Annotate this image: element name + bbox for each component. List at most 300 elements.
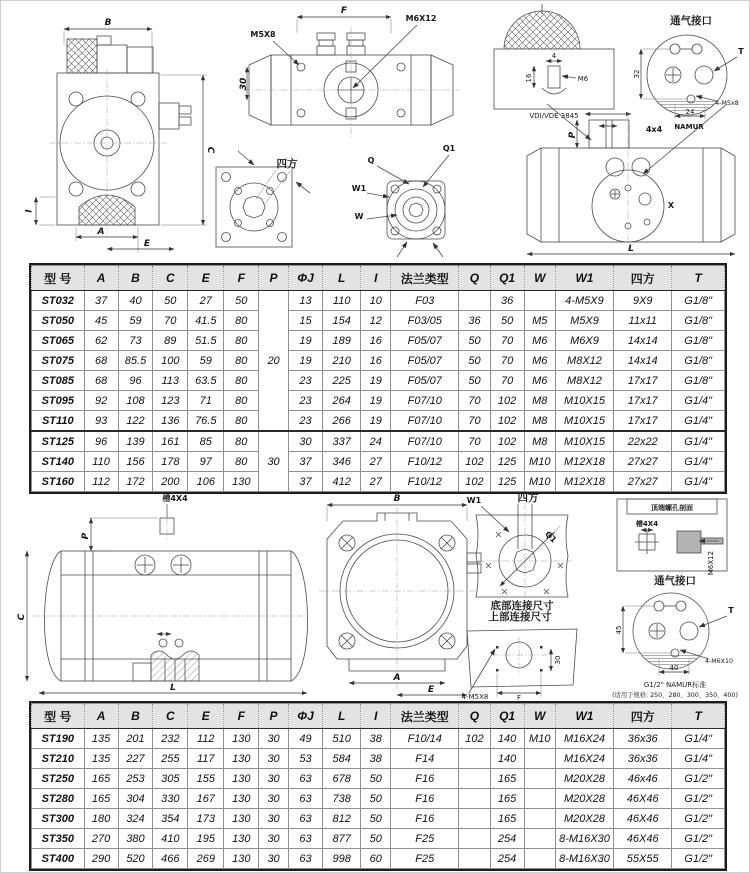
value-cell: M8X12 [555, 371, 613, 391]
value-cell: 102 [490, 391, 524, 411]
value-cell: G1/8" [672, 371, 725, 391]
value-cell: 36 [490, 291, 524, 311]
table-row [32, 829, 725, 849]
column-header: 型 号 [32, 704, 85, 729]
value-cell: 30 [259, 829, 289, 849]
w1-label: W1 [466, 496, 482, 505]
namur-caption-2: (适用于规格: 250、280、300、350、400) [612, 692, 738, 699]
value-cell: 130 [224, 749, 259, 769]
value-cell: M16X24 [555, 729, 613, 749]
value-cell: G1/4" [672, 391, 725, 411]
value-cell: 110 [84, 452, 118, 472]
value-cell: 46X46 [614, 789, 672, 809]
value-cell: 112 [84, 472, 118, 492]
namur-caption-1: G1/2" NAMUR标准 [643, 681, 707, 689]
value-cell: F05/07 [391, 331, 459, 351]
value-cell: G1/4" [672, 452, 725, 472]
value-cell: 264 [323, 391, 361, 411]
value-cell: F14 [391, 749, 459, 769]
value-cell: 41.5 [188, 311, 224, 331]
value-cell: 201 [118, 729, 153, 749]
value-cell: 140 [490, 729, 524, 749]
column-header: T [672, 704, 725, 729]
t-label: T [728, 606, 734, 615]
value-cell: 50 [153, 291, 188, 311]
value-cell: F25 [391, 829, 459, 849]
value-cell: 27 [361, 472, 391, 492]
value-cell: 80 [224, 351, 259, 371]
m6x10-label: 4-M6X10 [704, 658, 734, 665]
value-cell: 130 [224, 809, 259, 829]
table-row [32, 452, 725, 472]
value-cell: 23 [288, 391, 322, 411]
value-cell [524, 829, 555, 849]
value-cell: 80 [224, 431, 259, 452]
table-row [32, 749, 725, 769]
dim-p-label: P [81, 532, 91, 540]
value-cell: 63 [288, 829, 322, 849]
value-cell: 510 [323, 729, 361, 749]
table-row [32, 291, 725, 311]
dim-l-label: L [170, 683, 176, 693]
value-cell: 71 [188, 391, 224, 411]
value-cell [459, 789, 490, 809]
header-row [32, 704, 725, 729]
value-cell: M10X15 [555, 411, 613, 432]
value-cell: 51.5 [188, 331, 224, 351]
header-row [32, 266, 725, 291]
value-cell: 125 [490, 452, 524, 472]
value-cell: 100 [153, 351, 188, 371]
value-cell: 63 [288, 769, 322, 789]
value-cell: 10 [361, 291, 391, 311]
value-cell: 139 [118, 431, 153, 452]
slot-label: 槽4X4 [162, 494, 188, 503]
value-cell: 102 [459, 452, 490, 472]
value-cell: M6 [524, 351, 555, 371]
value-cell: 36x36 [614, 749, 672, 769]
value-cell: G1/2" [672, 829, 725, 849]
value-cell: 130 [224, 789, 259, 809]
value-cell: G1/8" [672, 291, 725, 311]
value-cell: 172 [118, 472, 153, 492]
value-cell: 68 [84, 371, 118, 391]
column-header: 四方 [614, 266, 672, 291]
dim-b-label: B [104, 18, 112, 28]
m6x12-label: M6X12 [405, 14, 437, 23]
namur-caption: NAMUR [674, 123, 704, 131]
value-cell [459, 749, 490, 769]
value-cell: 30 [259, 431, 289, 492]
dim-i-label: I [22, 209, 32, 213]
value-cell: M20X28 [555, 789, 613, 809]
value-cell: 678 [323, 769, 361, 789]
value-cell: 102 [459, 472, 490, 492]
column-header: Q1 [490, 266, 524, 291]
q-label: Q [367, 156, 375, 165]
value-cell: 210 [323, 351, 361, 371]
top-screw-section-drawing [599, 493, 739, 575]
value-cell: 80 [224, 411, 259, 432]
value-cell: 304 [118, 789, 153, 809]
value-cell [459, 829, 490, 849]
value-cell: 178 [153, 452, 188, 472]
value-cell: 50 [459, 331, 490, 351]
value-cell: 812 [323, 809, 361, 829]
value-cell: 62 [84, 331, 118, 351]
actuator-side-view-drawing [13, 491, 313, 701]
value-cell: G1/2" [672, 769, 725, 789]
spec-table-small-models [29, 263, 727, 494]
value-cell: 255 [153, 749, 188, 769]
value-cell: 38 [361, 749, 391, 769]
value-cell: 30 [259, 849, 289, 869]
value-cell: 253 [118, 769, 153, 789]
value-cell [524, 291, 555, 311]
w1-label: W1 [351, 184, 367, 193]
value-cell: 173 [188, 809, 224, 829]
value-cell: M8X12 [555, 351, 613, 371]
table-row [32, 311, 725, 331]
dim-16-label: 16 [525, 73, 533, 83]
value-cell: 112 [188, 729, 224, 749]
m5x8-label: 4-M5x8 [715, 100, 739, 107]
value-cell: 165 [490, 809, 524, 829]
value-cell: 96 [84, 431, 118, 452]
x-label: X [667, 201, 675, 210]
column-header: L [323, 704, 361, 729]
value-cell: 269 [188, 849, 224, 869]
value-cell: 46X46 [614, 829, 672, 849]
bottom-connection-drawing [456, 489, 586, 611]
model-cell: ST085 [32, 371, 85, 391]
value-cell: 27 [361, 452, 391, 472]
model-cell: ST300 [32, 809, 85, 829]
table-row [32, 789, 725, 809]
dim-a-label: A [97, 227, 105, 237]
value-cell: 125 [490, 472, 524, 492]
actuator-namur-view-drawing [519, 104, 749, 262]
value-cell: 92 [84, 391, 118, 411]
value-cell: 70 [490, 371, 524, 391]
column-header: I [361, 266, 391, 291]
column-header: F [224, 266, 259, 291]
column-header: W1 [555, 266, 613, 291]
value-cell: 290 [84, 849, 118, 869]
value-cell [524, 789, 555, 809]
column-header: A [84, 266, 118, 291]
table-row [32, 331, 725, 351]
value-cell: 96 [118, 371, 153, 391]
value-cell: 73 [118, 331, 153, 351]
value-cell: 466 [153, 849, 188, 869]
value-cell: G1/2" [672, 789, 725, 809]
dim-a-label: A [393, 673, 401, 683]
value-cell: 167 [188, 789, 224, 809]
value-cell: 85 [188, 431, 224, 452]
value-cell: 877 [323, 829, 361, 849]
model-cell: ST140 [32, 452, 85, 472]
value-cell: 11x11 [614, 311, 672, 331]
value-cell: 155 [188, 769, 224, 789]
value-cell: 37 [288, 472, 322, 492]
value-cell: 102 [490, 431, 524, 452]
value-cell: 19 [288, 331, 322, 351]
value-cell: 63.5 [188, 371, 224, 391]
value-cell: 80 [224, 391, 259, 411]
dim-e-label: E [143, 239, 151, 249]
value-cell: 22x22 [614, 431, 672, 452]
value-cell: 80 [224, 311, 259, 331]
model-cell: ST160 [32, 472, 85, 492]
value-cell: M5 [524, 311, 555, 331]
column-header: I [361, 704, 391, 729]
value-cell: 80 [224, 331, 259, 351]
value-cell: 24 [361, 431, 391, 452]
value-cell: 165 [84, 789, 118, 809]
air-port-title: 通气接口 [670, 15, 712, 27]
value-cell: 70 [490, 331, 524, 351]
value-cell: 50 [361, 769, 391, 789]
value-cell: M8 [524, 411, 555, 432]
value-cell: 59 [118, 311, 153, 331]
value-cell: 130 [224, 849, 259, 869]
value-cell: 225 [323, 371, 361, 391]
value-cell: 16 [361, 351, 391, 371]
value-cell: 23 [288, 371, 322, 391]
value-cell: G1/4" [672, 729, 725, 749]
column-header: 型 号 [32, 266, 85, 291]
value-cell [459, 769, 490, 789]
value-cell: M12X18 [555, 472, 613, 492]
q1-label: Q1 [543, 529, 559, 545]
value-cell: 135 [84, 749, 118, 769]
m6-label: M6 [577, 75, 589, 83]
value-cell [524, 749, 555, 769]
value-cell: 9X9 [614, 291, 672, 311]
table-row [32, 411, 725, 432]
value-cell: G1/4" [672, 472, 725, 492]
value-cell: M20X28 [555, 809, 613, 829]
t-label: T [738, 47, 744, 56]
value-cell: 50 [361, 809, 391, 829]
column-header: 四方 [614, 704, 672, 729]
value-cell: 106 [188, 472, 224, 492]
value-cell: F10/12 [391, 452, 459, 472]
value-cell: 354 [153, 809, 188, 829]
value-cell: 117 [188, 749, 224, 769]
value-cell: G1/4" [672, 431, 725, 452]
value-cell: F10/14 [391, 729, 459, 749]
value-cell: 63 [288, 789, 322, 809]
value-cell: G1/2" [672, 849, 725, 869]
table-row [32, 351, 725, 371]
value-cell: 412 [323, 472, 361, 492]
column-header: Q [459, 266, 490, 291]
value-cell: 19 [361, 391, 391, 411]
value-cell: 13 [288, 291, 322, 311]
value-cell: 180 [84, 809, 118, 829]
value-cell: M6 [524, 331, 555, 351]
value-cell: 195 [188, 829, 224, 849]
value-cell: G1/4" [672, 411, 725, 432]
value-cell: 140 [490, 749, 524, 769]
value-cell: M16X24 [555, 749, 613, 769]
value-cell: 85.5 [118, 351, 153, 371]
column-header: B [118, 266, 153, 291]
value-cell: 68 [84, 351, 118, 371]
value-cell: 130 [224, 472, 259, 492]
value-cell [459, 291, 490, 311]
value-cell: 93 [84, 411, 118, 432]
value-cell: 165 [490, 769, 524, 789]
value-cell: 305 [153, 769, 188, 789]
value-cell: 27 [188, 291, 224, 311]
value-cell: 30 [259, 749, 289, 769]
value-cell: 37 [288, 452, 322, 472]
column-header: C [153, 266, 188, 291]
dim-c-label: C [205, 146, 215, 154]
q1-label: Q1 [442, 144, 456, 153]
value-cell: F16 [391, 809, 459, 829]
column-header: T [672, 266, 725, 291]
value-cell: 200 [153, 472, 188, 492]
value-cell: F07/10 [391, 411, 459, 432]
value-cell: G1/8" [672, 311, 725, 331]
model-cell: ST065 [32, 331, 85, 351]
value-cell: 16 [361, 331, 391, 351]
value-cell: M10X15 [555, 431, 613, 452]
value-cell: 50 [459, 371, 490, 391]
value-cell: 330 [153, 789, 188, 809]
dim-40-label: 40 [669, 664, 679, 672]
value-cell: 232 [153, 729, 188, 749]
model-cell: ST075 [32, 351, 85, 371]
dim-p-label: P [568, 131, 578, 139]
value-cell: F07/10 [391, 391, 459, 411]
value-cell: 136 [153, 411, 188, 432]
column-header: C [153, 704, 188, 729]
value-cell: 70 [459, 431, 490, 452]
value-cell: 50 [490, 311, 524, 331]
value-cell: 130 [224, 829, 259, 849]
value-cell: 130 [224, 769, 259, 789]
value-cell: 20 [259, 291, 289, 432]
value-cell: 70 [459, 411, 490, 432]
column-header: ΦJ [288, 704, 322, 729]
model-cell: ST400 [32, 849, 85, 869]
value-cell: F10/12 [391, 472, 459, 492]
model-cell: ST110 [32, 411, 85, 432]
w-label: W [354, 212, 364, 221]
column-header: Q1 [490, 704, 524, 729]
value-cell: 161 [153, 431, 188, 452]
value-cell: 36x36 [614, 729, 672, 749]
value-cell: 102 [490, 411, 524, 432]
value-cell: 89 [153, 331, 188, 351]
value-cell: 70 [153, 311, 188, 331]
vdi-caption: VDI/VDE 3845 [529, 112, 579, 120]
value-cell: 40 [118, 291, 153, 311]
value-cell: 46X46 [614, 809, 672, 829]
bottom-conn-caption: 底部连接尺寸 [490, 600, 554, 611]
value-cell: M10X15 [555, 391, 613, 411]
dim-f-label: F [516, 694, 522, 701]
value-cell: 123 [153, 391, 188, 411]
value-cell: 17x17 [614, 391, 672, 411]
table-row [32, 371, 725, 391]
dim-30-label: 30 [554, 655, 562, 665]
section-title: 顶端螺孔剖面 [651, 504, 693, 512]
value-cell: 14x14 [614, 331, 672, 351]
value-cell: 70 [490, 351, 524, 371]
value-cell: F03/05 [391, 311, 459, 331]
value-cell: 113 [153, 371, 188, 391]
value-cell: 14x14 [614, 351, 672, 371]
value-cell: 122 [118, 411, 153, 432]
m5x8-label: 4-M5X8 [461, 693, 489, 701]
spec-table-large-models [29, 701, 727, 871]
value-cell: 227 [118, 749, 153, 769]
value-cell: 154 [323, 311, 361, 331]
value-cell: 266 [323, 411, 361, 432]
m5x8-label: M5X8 [250, 30, 276, 39]
table-row [32, 809, 725, 829]
value-cell: 4-M5X9 [555, 291, 613, 311]
value-cell: 584 [323, 749, 361, 769]
value-cell: 165 [84, 769, 118, 789]
table-row [32, 391, 725, 411]
column-header: P [259, 266, 289, 291]
value-cell: M8 [524, 391, 555, 411]
value-cell: F05/07 [391, 371, 459, 391]
column-header: P [259, 704, 289, 729]
dim-b-label: B [393, 494, 401, 504]
value-cell: 254 [490, 849, 524, 869]
model-cell: ST280 [32, 789, 85, 809]
value-cell: 12 [361, 311, 391, 331]
value-cell: 49 [288, 729, 322, 749]
value-cell: 410 [153, 829, 188, 849]
value-cell: 520 [118, 849, 153, 869]
value-cell: 738 [323, 789, 361, 809]
value-cell: F16 [391, 769, 459, 789]
column-header: E [188, 266, 224, 291]
column-header: L [323, 266, 361, 291]
value-cell: M12X18 [555, 452, 613, 472]
value-cell: F03 [391, 291, 459, 311]
dim-c-label: C [17, 613, 27, 621]
value-cell: F25 [391, 849, 459, 869]
value-cell [524, 809, 555, 829]
top-connection-drawing [453, 609, 588, 701]
column-header: ΦJ [288, 266, 322, 291]
table-row [32, 431, 725, 452]
value-cell: 165 [490, 789, 524, 809]
m6x12-label: M6X12 [707, 550, 715, 575]
value-cell: 80 [224, 371, 259, 391]
model-cell: ST350 [32, 829, 85, 849]
model-cell: ST190 [32, 729, 85, 749]
value-cell: 46x46 [614, 769, 672, 789]
value-cell: 27x27 [614, 452, 672, 472]
value-cell [459, 809, 490, 829]
dim-e-label: E [427, 685, 435, 695]
value-cell: M5X9 [555, 311, 613, 331]
column-header: 法兰类型 [391, 266, 459, 291]
value-cell: F05/07 [391, 351, 459, 371]
column-header: W [524, 704, 555, 729]
